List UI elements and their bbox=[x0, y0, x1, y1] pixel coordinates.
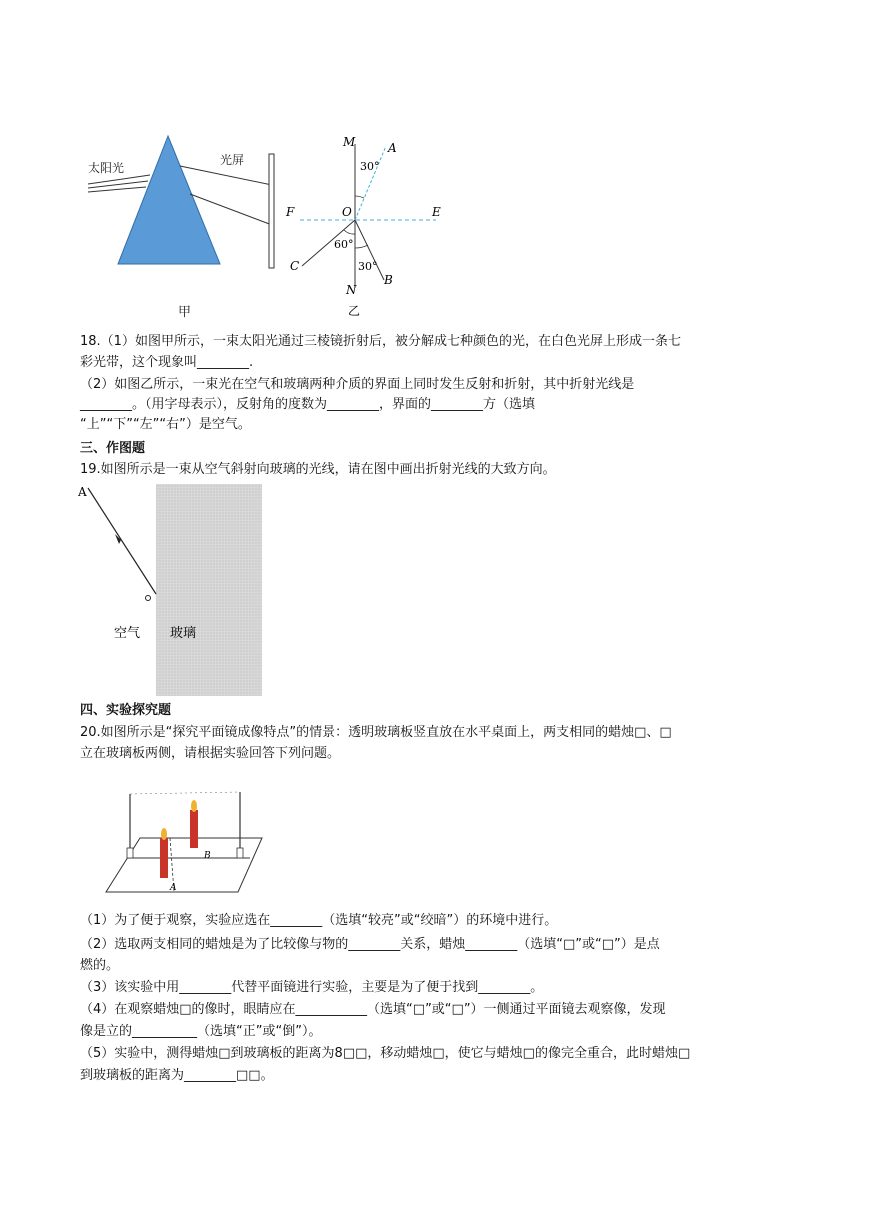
q18-line5: “上”“下”“左”“右”）是空气。 bbox=[80, 417, 251, 432]
angle-left: 60° bbox=[334, 238, 354, 251]
sunlight-label: 太阳光 bbox=[88, 161, 125, 175]
light-screen bbox=[269, 154, 274, 268]
label-n: N bbox=[346, 283, 357, 297]
glass-block bbox=[156, 484, 262, 696]
figure-yi-interface bbox=[280, 130, 460, 322]
incident-ray bbox=[88, 488, 156, 594]
q20-sub2b: 燃的。 bbox=[80, 958, 120, 973]
q20-sub3: （3）该实验中用________代替平面镜进行实验，主要是为了便于找到________。 bbox=[80, 980, 544, 995]
table-surface bbox=[106, 838, 262, 892]
section-3-title: 三、作图题 bbox=[80, 441, 146, 456]
label-a: A bbox=[78, 485, 87, 499]
candle-b bbox=[190, 810, 198, 848]
q20-sub2a: （2）选取两支相同的蜡烛是为了比较像与物的________关系，蜡烛________（选填“□”或“□”）是点 bbox=[80, 937, 660, 952]
ray-oa bbox=[355, 146, 386, 220]
label-f: F bbox=[286, 205, 295, 219]
candle-a bbox=[160, 838, 168, 878]
figure-q19-air-glass bbox=[78, 482, 268, 697]
figure-jia-prism bbox=[80, 128, 310, 320]
label-b: B bbox=[204, 851, 211, 861]
q20-sub1: （1）为了便于观察，实验应选在________（选填“较亮”或“绞暗”）的环境中进行。 bbox=[80, 913, 558, 928]
label-o: o bbox=[138, 596, 145, 607]
q20-sub5b: 到玻璃板的距离为________□□。 bbox=[80, 1068, 274, 1083]
label-a: A bbox=[170, 883, 177, 893]
label-a: A bbox=[388, 141, 397, 155]
figure-q20-mirror bbox=[100, 786, 270, 898]
q18-line2: 彩光带，这个现象叫________. bbox=[80, 355, 254, 370]
q20-sub4b: 像是立的__________（选填“正”或“倒”）。 bbox=[80, 1024, 322, 1039]
q18-line3: （2）如图乙所示，一束光在空气和玻璃两种介质的界面上同时发生反射和折射，其中折射光线是 bbox=[80, 377, 635, 392]
q20-line2: 立在玻璃板两侧，请根据实验回答下列问题。 bbox=[80, 746, 341, 761]
screen-label: 光屏 bbox=[220, 153, 245, 167]
label-o: O bbox=[342, 205, 352, 219]
label-glass: 玻璃 bbox=[170, 626, 197, 641]
label-e: E bbox=[432, 205, 441, 219]
q19-text: 19.如图所示是一束从空气斜射向玻璃的光线，请在图中画出折射光线的大致方向。 bbox=[80, 462, 556, 477]
angle-top: 30° bbox=[360, 160, 380, 173]
figure-yi-caption: 乙 bbox=[348, 304, 361, 318]
q20-sub4a: （4）在观察蜡烛□的像时，眼睛应在___________（选填“□”或“□”）一侧通过平面镜去观察像，发现 bbox=[80, 1002, 666, 1017]
figure-jia-caption: 甲 bbox=[178, 305, 192, 320]
q18-line1: 18.（1）如图甲所示，一束太阳光通过三棱镜折射后，被分解成七种颜色的光，在白色光屏上形成一条七 bbox=[80, 334, 681, 349]
label-air: 空气 bbox=[114, 626, 141, 641]
q18-line4: ________。（用字母表示），反射角的度数为________，界面的________方（选填 bbox=[80, 397, 536, 412]
q20-line1: 20.如图所示是“探究平面镜成像特点”的情景：透明玻璃板竖直放在水平桌面上，两支相同的蜡烛□、□ bbox=[80, 725, 672, 740]
section-4-title: 四、实验探究题 bbox=[80, 703, 172, 718]
label-b: B bbox=[384, 273, 393, 287]
label-m: M bbox=[343, 135, 356, 149]
label-c: C bbox=[290, 259, 300, 273]
q20-sub5a: （5）实验中，测得蜡烛□到玻璃板的距离为8□□，移动蜡烛□，使它与蜡烛□的像完全重合，此时蜡烛□ bbox=[80, 1046, 691, 1061]
point-o bbox=[146, 596, 151, 601]
angle-bottom: 30° bbox=[358, 260, 378, 273]
